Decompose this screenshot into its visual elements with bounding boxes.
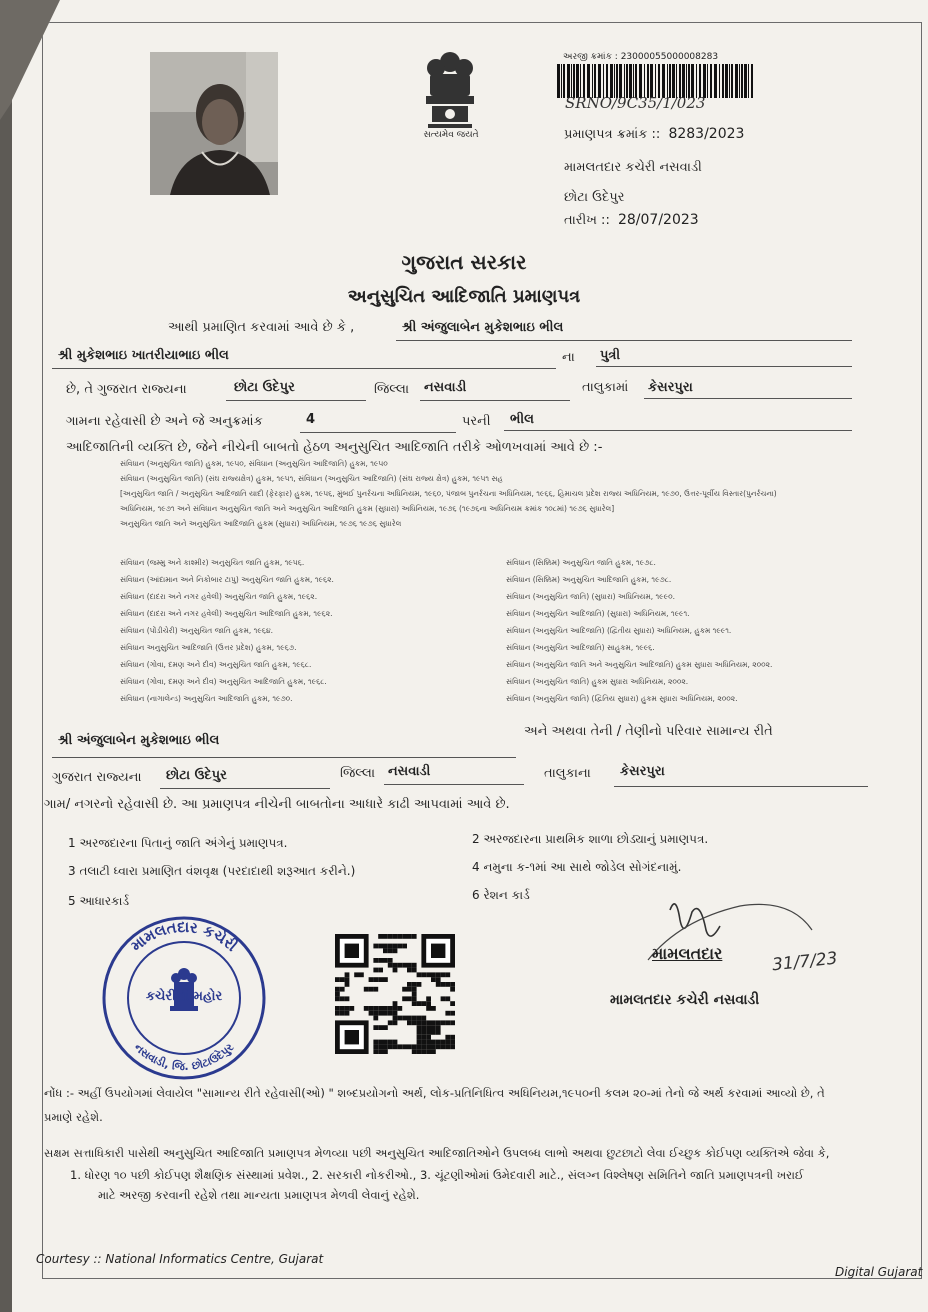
legal-reference-line: સંવિધાન (અનુસુચિત જાતિ) (સુધારા) અધિનિયમ, ૧૯૯૦. bbox=[506, 592, 675, 601]
legal-references-top bbox=[120, 456, 860, 531]
residence-state-label: ગુજરાત રાજ્યના bbox=[52, 770, 142, 785]
document-item: 6 રેશન કાર્ડ bbox=[472, 888, 530, 902]
qr-code[interactable] bbox=[334, 930, 456, 1058]
signatory-title: મામલતદાર bbox=[652, 944, 723, 963]
note-line: નોંધ :- અહીં ઉપયોગમાં લેવાયેલ "સામાન્ય રીતે રહેવાસી(ઓ) " શબ્દપ્રયોગનો અર્થ, લોક-પ્રતિનિધિત્વ અધિનિયમ,૧૯૫૦ની કલમ ૨૦-માં તેનો જે અર્થ કરવામાં આવ્યો છે, તે bbox=[44, 1086, 825, 1100]
seal-bottom-text: નસવાડી, જિ. છોટાઉદેપુર bbox=[131, 1040, 237, 1074]
seal-top-text: મામલતદાર કચેરી bbox=[127, 917, 241, 955]
relation: પુત્રી bbox=[600, 348, 621, 363]
legal-reference-line: સંવિધાન (ગોવા, દમણ અને દીવ) અનુસુચિત આદિજાતિ હુકમ, ૧૯૬૮. bbox=[120, 677, 327, 686]
legal-reference-line: સંવિધાન (અનુસુચિત આદિજાતિ) (દ્વિતીય સુધારા) અધિનિયમ, હુકમ ૧૯૯૧. bbox=[506, 626, 732, 635]
family-label: અને અથવા તેની / તેણીનો પરિવાર સામાન્ય રીતે bbox=[524, 724, 773, 739]
legal-reference-line: સંવિધાન (જમ્મુ અને કાશ્મીર) અનુસુચિત જાતિ હુકમ, ૧૯૫૬. bbox=[120, 558, 305, 567]
note-line: માટે અરજી કરવાની રહેશે તથા માન્યતા પ્રમાણપત્ર મેળવી લેવાનું રહેશે. bbox=[98, 1188, 420, 1202]
resident-label: ગામના રહેવાસી છે અને જે અનુક્રમાંક bbox=[66, 414, 263, 429]
document-item: 3 તલાટી ધ્વારા પ્રમાણિત વંશવૃક્ષ (પરદાદાથી શરૂઆત કરીને.) bbox=[68, 864, 356, 878]
legal-reference-line: સંવિધાન (દાદરા અને નગર હવેલી) અનુસુચિત આદિજાતિ હુકમ, ૧૯૬૨. bbox=[120, 609, 333, 618]
underline bbox=[300, 432, 456, 433]
issue-date-value: 28/07/2023 bbox=[617, 212, 699, 228]
underline bbox=[396, 340, 852, 341]
underline bbox=[504, 430, 852, 431]
courtesy-text: Courtesy :: National Informatics Centre, Gujarat bbox=[36, 1252, 324, 1266]
certify-label: આથી પ્રમાણિત કરવામાં આવે છે કે , bbox=[168, 320, 355, 335]
legal-reference-line: સંવિધાન (અનુસુચિત જાતિ) (સંઘ રાજ્યક્ષેત્ર) હુકમ, ૧૯૫૧, સંવિધાન (અનુસુચિત આદિજાતિ) (સંઘ રાજ્ય ક્ષેત્ર) હુકમ, ૧૯૫૧ સહ bbox=[120, 474, 503, 483]
document-item: 5 આધારકાર્ડ bbox=[68, 894, 130, 908]
certificate-number: પ્રમાણપત્ર ક્રમાંક :: 8283/2023 bbox=[564, 126, 745, 142]
legal-reference-line: સંવિધાન (સિક્કિમ) અનુસુચિત જાતિ હુકમ, ૧૯૭૮. bbox=[506, 558, 656, 567]
government-title: ગુજરાત સરકાર bbox=[401, 250, 527, 274]
underline bbox=[614, 786, 868, 787]
underline bbox=[596, 366, 852, 367]
applicant-photo bbox=[150, 52, 278, 195]
residence-district-value: છોટા ઉદેપુર bbox=[166, 768, 227, 783]
digital-gujarat-text: Digital Gujarat bbox=[835, 1265, 923, 1279]
underline bbox=[160, 788, 330, 789]
underline bbox=[384, 784, 524, 785]
document-item: 2 અરજદારના પ્રાથમિક શાળા છોડ્યાનું પ્રમાણપત્ર. bbox=[472, 832, 709, 846]
note-line: 1. ધોરણ ૧૦ પછી કોઈપણ શૈક્ષણિક સંસ્થામાં પ્રવેશ., 2. સરકારી નોકરીઓ., 3. ચૂંટણીઓમાં ઉમેદવારી માટે., સંલગ્ન વિશ્લેષણ સમિતિને જાતિ પ્રમાણપત્રની ખરાઈ bbox=[70, 1168, 804, 1182]
note-line: પ્રમાણે રહેશે. bbox=[44, 1110, 103, 1124]
district-label: જિલ્લા bbox=[374, 382, 410, 397]
national-emblem-icon bbox=[414, 44, 486, 144]
legal-reference-line: સંવિધાન (ગોવા, દમણ અને દીવ) અનુસુચિત જાતિ હુકમ, ૧૯૬૮. bbox=[120, 660, 312, 669]
underline bbox=[52, 757, 516, 758]
residence-district-label: જિલ્લા bbox=[340, 766, 376, 781]
applicant-name: શ્રી અંજુલાબેન મુકેશભાઇ ભીલ bbox=[402, 320, 564, 335]
legal-reference-line: સંવિધાન (સિક્કિમ) અનુસુચિત આદિજાતિ હુકમ, ૧૯૭૮. bbox=[506, 575, 672, 584]
legal-reference-line: સંવિધાન (અનુસુચિત આદિજાતિ) (સુધારા) અધિનિયમ, ૧૯૯૧. bbox=[506, 609, 690, 618]
residence-taluka-label: તાલુકાના bbox=[544, 766, 591, 781]
certificate-number-value: 8283/2023 bbox=[668, 126, 745, 142]
note-line: સક્ષમ સત્તાધિકારી પાસેથી અનુસુચિત આદિજાતિ પ્રમાણપત્ર મેળવ્યા પછી અનુસુચિત આદિજાતિઓને ઉપલબ્ધ લાભો અથવા છુટછાટો લેવા ઈચ્છુક કોઈપણ વ્યક્તિએ જેવા કે, bbox=[44, 1146, 830, 1160]
residence-village-value: કેસરપુરા bbox=[620, 764, 665, 779]
legal-references-left bbox=[120, 554, 450, 707]
issuing-office: મામલતદાર કચેરી નસવાડી bbox=[564, 160, 702, 175]
underline bbox=[644, 398, 852, 399]
legal-reference-line: [અનુસુચિત જાતિ / અનુસુચિત આદિજાતિ યાદી (ફેરફાર) હુકમ, ૧૯૫૬, મુંબઈ પુનર્રચના અધિનિયમ, ૧૯૬૦, પંજાબ પુનર્રચના અધિનિયમ, ૧૯૬૬, હિમાચલ પ્રદેશ રાજ્ય અધિનિયમ, ૧૯૭૦, ઉત્તર-પૂર્વીય વિસ્તાર(પુનર્રચના) bbox=[120, 489, 777, 498]
residence-taluka-value: નસવાડી bbox=[388, 764, 431, 779]
application-number: અરજી ક્રમાંક : 23000055000008283 bbox=[563, 52, 719, 62]
underline bbox=[226, 400, 366, 401]
taluka-label: તાલુકામાં bbox=[582, 380, 629, 395]
taluka-value: નસવાડી bbox=[424, 380, 467, 395]
caste-value: ભીલ bbox=[510, 412, 534, 427]
of-label: ના bbox=[562, 350, 575, 365]
issue-date: તારીખ :: 28/07/2023 bbox=[564, 212, 699, 228]
basis-text: ગામ/ નગરનો રહેવાસી છે. આ પ્રમાણપત્ર નીચેની બાબતોના આધારે કાઢી આપવામાં આવે છે. bbox=[44, 797, 510, 812]
svg-text:મામલતદાર કચેરી bbox=[127, 918, 241, 955]
office-seal bbox=[96, 912, 272, 1082]
emblem-caption: સત્યમેવ જયતે bbox=[423, 130, 479, 140]
signatory-office: મામલતદાર કચેરી નસવાડી bbox=[610, 992, 760, 1008]
legal-reference-line: અધિનિયમ, ૧૯૭૧ અને સંવિધાન અનુસુચિત જાતિ અને અનુસુચિત આદિજાતિ હુકમ (સુધારા) અધિનિયમ, ૧૯૭૬ (૧૯૭૬ના અધિનિયમ ક્રમાંક ૧૦૮માં) ૧૯૭૬ સુધારેલ] bbox=[120, 504, 615, 513]
legal-reference-line: સંવિધાન (અનુસુચિત જાતિ) (દ્વિતિય સુધારા) હુકમ સુધારા અધિનિયમ, ૨૦૦૨. bbox=[506, 694, 738, 703]
legal-reference-line: સંવિધાન (અનુસુચિત જાતિ) હુકમ સુધારા અધિનિયમ, ૨૦૦૨. bbox=[506, 677, 689, 686]
legal-reference-line: સંવિધાન (અનુસુચિત જાતિ અને અનુસુચિત આદિજાતિ) હુકમ સુધારા અધિનિયમ, ૨૦૦૨. bbox=[506, 660, 773, 669]
certificate-title: અનુસુચિત આદિજાતિ પ્રમાણપત્ર bbox=[347, 286, 581, 307]
legal-reference-line: સંવિધાન અનુસુચિત આદિજાતિ (ઉત્તર પ્રદેશ) હુકમ, ૧૯૬૭. bbox=[120, 643, 297, 652]
legal-reference-line: સંવિધાન (અનુસુચિત આદિજાતિ) સાહુકમ, ૧૯૯૬. bbox=[506, 643, 655, 652]
legal-references-right bbox=[506, 554, 866, 707]
document-item: 1 અરજદારના પિતાનું જાતિ અંગેનું પ્રમાણપત્ર. bbox=[68, 836, 288, 850]
village-value: કેસરપુરા bbox=[648, 380, 693, 395]
state-label: છે, તે ગુજરાત રાજ્યના bbox=[66, 382, 187, 397]
serial-number: 4 bbox=[306, 412, 316, 427]
legal-reference-line: સંવિધાન (દાદરા અને નગર હવેલી) અનુસુચિત જાતિ હુકમ, ૧૯૬૨. bbox=[120, 592, 318, 601]
issuing-district: છોટા ઉદેપુર bbox=[564, 190, 625, 205]
signature-date: 31/7/23 bbox=[771, 948, 839, 976]
seal-center-text: કચેરીની મહોર bbox=[145, 989, 223, 1004]
recognized-text: આદિજાતિની વ્યક્તિ છે, જેને નીચેની બાબતો હેઠળ અનુસુચિત આદિજાતિ તરીકે ઓળખવામાં આવે છે :- bbox=[66, 440, 603, 455]
underline bbox=[420, 400, 570, 401]
underline bbox=[52, 368, 556, 369]
document-item: 4 નમુના ક-૧માં આ સાથે જોડેલ સોગંદનામું. bbox=[472, 860, 682, 874]
caste-label: પરની bbox=[462, 414, 491, 429]
legal-reference-line: અનુસુચિત જાતિ અને અનુસુચિત આદિજાતિ હુકમ (સુધારા) અધિનિયમ, ૧૯૭૬ ૧૯૭૬ સુધારેલ bbox=[120, 519, 402, 528]
legal-reference-line: સંવિધાન (આંદામાન અને નિકોબાર ટાપુ) અનુસુચિત જાતિ હુકમ, ૧૯૬૨. bbox=[120, 575, 334, 584]
legal-reference-line: સંવિધાન (નાગાલેન્ડ) અનુસુચિત આદિજાતિ હુકમ, ૧૯૭૦. bbox=[120, 694, 293, 703]
district-value: છોટા ઉદેપુર bbox=[234, 380, 295, 395]
handwritten-serial: SRNO/9C35/1/023 bbox=[565, 94, 706, 112]
legal-reference-line: સંવિધાન (અનુસુચિત જાતિ) હુકમ, ૧૯૫૦, સંવિધાન (અનુસુચિત આદિજાતિ) હુકમ, ૧૯૫૦ bbox=[120, 459, 388, 468]
residence-name: શ્રી અંજુલાબેન મુકેશભાઇ ભીલ bbox=[58, 733, 220, 748]
father-name: શ્રી મુકેશભાઇ ખાતરીયાભાઇ ભીલ bbox=[58, 348, 229, 363]
legal-reference-line: સંવિધાન (પોંડીચેરી) અનુસુચિત જાતિ હુકમ, ૧૯૬૪. bbox=[120, 626, 274, 635]
